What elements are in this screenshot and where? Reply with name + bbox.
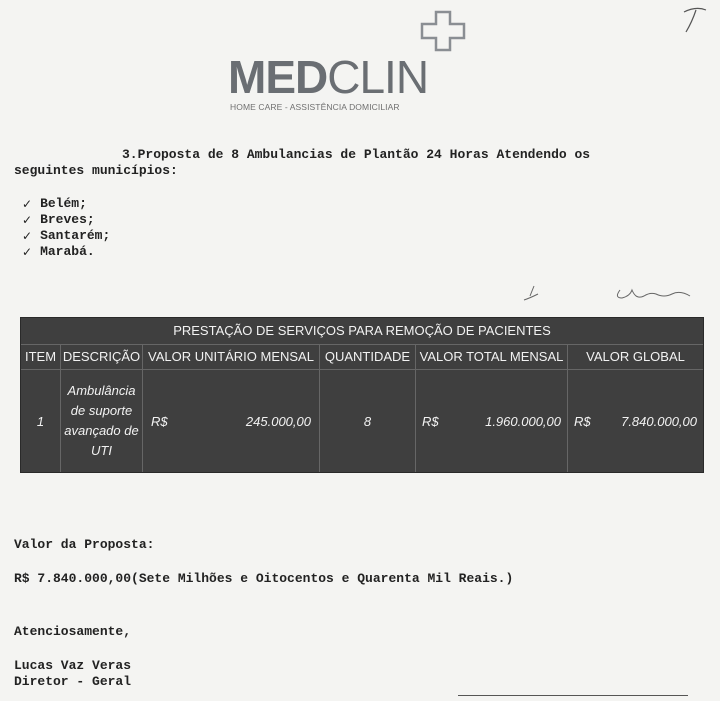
intro-line-2: seguintes municípios: (14, 163, 178, 178)
col-valor-total: VALOR TOTAL MENSAL (416, 345, 568, 369)
checkmark-icon: ✓ (22, 197, 33, 211)
proposal-value: R$ 7.840.000,00(Sete Milhões e Oitocentos e Quarenta Mil Reais.) (14, 571, 514, 586)
handwritten-mark-icon (678, 0, 714, 40)
services-table (20, 317, 704, 473)
cell-item: 1 (21, 370, 61, 472)
cell-valor-unitario (143, 370, 320, 472)
logo-clin: CLIN (327, 51, 429, 103)
proposal-intro (14, 147, 590, 179)
valor-global-value: 7.840.000,00 (621, 413, 697, 429)
currency-label: R$ (151, 413, 168, 429)
checkmark-icon: ✓ (22, 213, 33, 227)
valor-unitario-value: 245.000,00 (245, 413, 311, 429)
table-row (21, 370, 703, 472)
closing-text: Atenciosamente, (14, 624, 132, 639)
cell-valor-global (568, 370, 703, 472)
list-item: ✓ Santarém; (22, 228, 111, 243)
currency-label: R$ (574, 413, 591, 429)
list-item: ✓ Marabá. (22, 244, 95, 259)
signer-name: Lucas Vaz Veras (14, 658, 132, 673)
logo-med: MED (228, 51, 328, 103)
signer-role: Diretor - Geral (14, 674, 132, 689)
intro-line-1: 3.Proposta de 8 Ambulancias de Plantão 24 Horas Atendendo os (122, 147, 591, 162)
table-header-row (21, 345, 703, 370)
valor-total-value: 1.960.000,00 (485, 413, 561, 429)
col-quantidade: QUANTIDADE (320, 345, 416, 369)
cell-valor-total (416, 370, 568, 472)
col-descricao: DESCRIÇÃO (61, 345, 143, 369)
signature-line (458, 695, 688, 696)
list-item: ✓ Breves; (22, 212, 95, 227)
signature-scribble-icon (520, 278, 710, 308)
company-logo (228, 8, 488, 118)
col-item: ITEM (21, 345, 61, 369)
city-list (22, 196, 110, 260)
cell-quantidade: 8 (320, 370, 416, 472)
col-valor-global: VALOR GLOBAL (586, 349, 685, 364)
table-title: PRESTAÇÃO DE SERVIÇOS PARA REMOÇÃO DE PACIENTES (21, 318, 703, 345)
checkmark-icon: ✓ (22, 245, 33, 259)
currency-label: R$ (422, 413, 439, 429)
col-valor-unitario: VALOR UNITÁRIO MENSAL (143, 345, 320, 369)
logo-wordmark (228, 50, 428, 104)
list-item: ✓ Belém; (22, 196, 87, 211)
cell-descricao: Ambulância de suporte avançado de UTI (61, 370, 143, 472)
logo-tagline: HOME CARE - ASSISTÊNCIA DOMICILIAR (230, 102, 400, 112)
proposal-label: Valor da Proposta: (14, 537, 155, 552)
checkmark-icon: ✓ (22, 229, 33, 243)
